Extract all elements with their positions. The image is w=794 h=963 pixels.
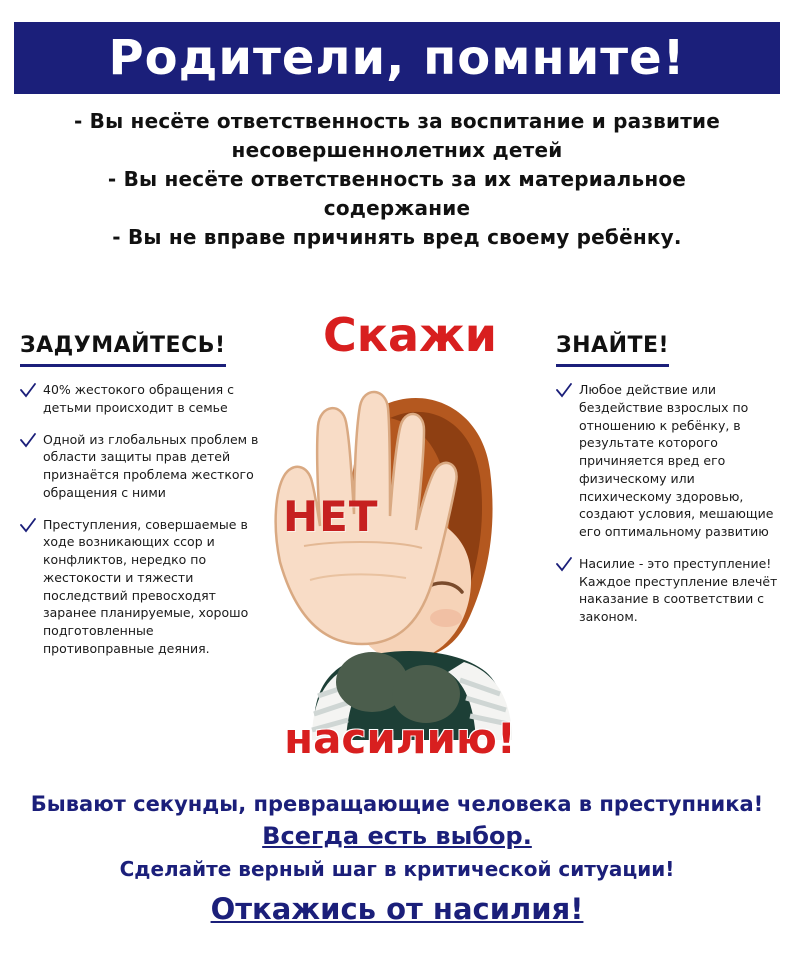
column-zadumaytes bbox=[20, 333, 268, 672]
left-check-list bbox=[20, 381, 268, 658]
intro-line: содержание bbox=[323, 196, 471, 220]
list-item-text: Одной из глобальных проблем в области защиты прав детей признаётся проблема жесткого обращения с ними bbox=[43, 431, 259, 500]
checkmark-icon bbox=[556, 383, 572, 399]
intro-line: - Вы несёте ответственность за их материальное bbox=[107, 167, 687, 191]
artwork-word-skazhi: Скажи bbox=[322, 308, 498, 362]
checkmark-icon bbox=[20, 518, 36, 534]
title-banner bbox=[14, 22, 780, 94]
checkmark-icon bbox=[20, 383, 36, 399]
list-item bbox=[20, 516, 268, 658]
intro-line: несовершеннолетних детей bbox=[231, 138, 563, 162]
checkmark-icon bbox=[556, 557, 572, 573]
bottom-line-1: Бывают секунды, превращающие человека в преступника! bbox=[30, 792, 764, 816]
list-item-text: Преступления, совершаемые в ходе возникающих ссор и конфликтов, нередко по жестокости и тяжести последствий превосходят заранее планируемые, хорошо подготовленные противоправные деяния. bbox=[43, 516, 249, 656]
artwork-word-net: НЕТ bbox=[283, 492, 379, 541]
list-item bbox=[556, 555, 778, 626]
intro-block bbox=[40, 108, 754, 253]
bottom-line-3: Сделайте верный шаг в критической ситуации! bbox=[119, 857, 675, 882]
list-item bbox=[556, 381, 778, 541]
list-item-text: Насилие - это преступление! Каждое преступление влечёт наказание в соответствии с законом. bbox=[579, 555, 778, 624]
intro-line: - Вы не вправе причинять вред своему ребёнку. bbox=[112, 225, 682, 249]
column-znayte bbox=[556, 333, 778, 640]
list-item bbox=[20, 381, 268, 417]
right-check-list bbox=[556, 381, 778, 626]
list-item-text: 40% жестокого обращения с детьми происходит в семье bbox=[43, 382, 234, 415]
list-item-text: Любое действие или бездействие взрослых по отношению к ребёнку, в результате которого причиняется вред его физическому или психическому здоровью, создают условия, мешающие его оптимальному развитию bbox=[579, 382, 774, 539]
bottom-line-4: Откажись от насилия! bbox=[210, 892, 584, 927]
intro-line: - Вы несёте ответственность за воспитание и развитие bbox=[74, 109, 720, 133]
checkmark-icon bbox=[20, 433, 36, 449]
artwork-word-nasiliyu: насилию! bbox=[284, 714, 516, 763]
bottom-slogans bbox=[20, 790, 774, 930]
page-title: Родители, помните! bbox=[108, 30, 686, 86]
column-heading-right: ЗНАЙТЕ! bbox=[556, 333, 669, 367]
bottom-line-2: Всегда есть выбор. bbox=[262, 822, 532, 851]
column-heading-left: ЗАДУМАЙТЕСЬ! bbox=[20, 333, 226, 367]
list-item bbox=[20, 431, 268, 502]
